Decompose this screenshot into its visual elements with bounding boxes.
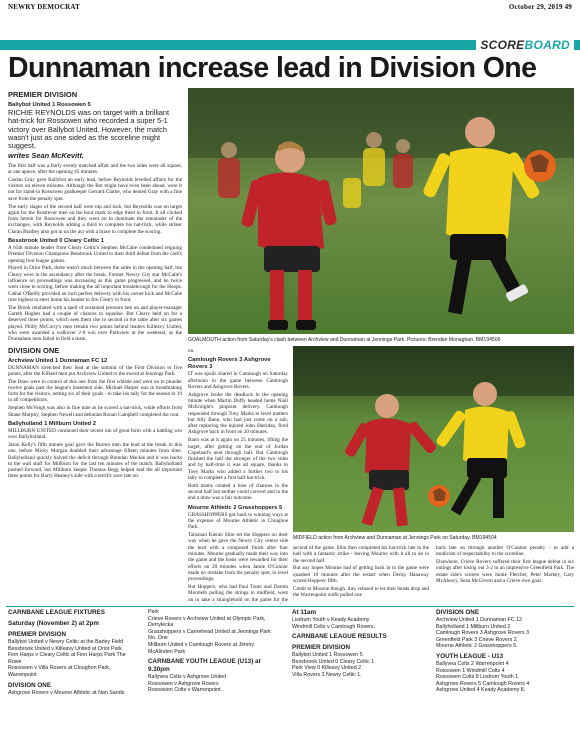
section-heading: PREMIER DIVISION xyxy=(8,90,78,99)
byline: writes Sean McKevitt. xyxy=(8,151,84,161)
fixtures-time: At 11am xyxy=(292,609,317,616)
result-line: Mourne Athletic 2 Grasshoppers 5. xyxy=(436,643,518,650)
column-1: PREMIER DIVISION Ballybot United 1 Rossowen 5 RICHIE REYNOLDS was on target with a brilliant hat-trick for Rossowen who recorded a super 5-1 victory over Ballybot United. However, the match wasn't just as one sided as the scoreline might suggest, writes Sean McKevitt. The first half was a fairly evenly matched affair and the two sides were all square, at one apiece, after the opening 45 minutes. Caolan Gray gave Ballybot an early lead, before Reynolds levelled affairs for the visitors on eleven minutes. Although the Bot might have even been ahead, were it not for stand-in Rossowen goalkeeper Gerrard Clarke, who denied Gray with a fine save from the penalty spot. The early stages of the second half were nip and tuck, but Reynolds was on target again for the Rostrevor men on the hour mark to edge them in front. It all clicked from herein for Rossowen and they went on to dominate the remainder of the exchanges, with Reynolds adding a third to complete his hat-trick, while striker Ciaran Bradley also got in on the act with a brace to complete the scoring. Bessbrook United 0 Cleary Celtic 1 A 65th minute header from Cleary Celtic's Stephen McCabe condemned reigning Premier Division Champions Bessbrook United to their third defeat from the club's opening four league games. Played in Orior Park, there wasn't much between the sides in the opening half, but Cleary were in the ascendancy after the break. Former Newry City star McCabe's influence on proceedings was increasing as this game progressed, and he twice went close to scoring, before making the all important breakthrough for the Hoops. Cathal O'Reilly provided an inch perfect delivery with his corner kick and McCabe rose highest to steer home his header to fire Cleary in front. The Brook retaliated with a spell of sustained pressure late on and player-manager Gareth Hughes had a couple of chances to equalise. But Cleary held on for a deserved three points, which sees them rise to second in the table after six games played. Philly McCorry's men remain two points behind leaders Killeavy United, who were awarded a walkover 2-0 win over Parkview at the weekend, as the Drumalane men failed to field a team. DIVISION ONE Archview United 1 Dunnaman FC 12 DUNNAMAN stretched their lead at the summit of the First Division to five points, after the Kilkeel men put Archview United to the sword at Jennings Park. The Dons were in control of this one from the first whistle and went on to plunder twelve goals past the league's basement side. Michael Harper was in breathtaking form for the visitors, netting six of their goals - to take his tally for the season to 19 in all competitions. Stephen McVeigh was also in fine tune as he scored a hat-trick, while efforts from Shane Murphy, Stephen Newell and debutant Ronan Campbell completed the rout. Ballyholland 1 Millburn United 2 MILLBURN UNITED continued their recent run of great form with a battling win over Ballyholland. Jason Kelly's fifth minute goal gave the Burren men the lead at the break in this one, before Micky Morgan doubled their advantage fifteen minutes from time. Ballyholland quickly halved the deficit through Brendan Mackle and it was backs to the wall stuff for Millburn for the last ten minutes of the match. Ballyholland pushed forward, but Millburn keeper Thomas Begg helped seal the all important three points for Barry Heaney's side with a terrific save late on. xyxy=(8,90,182,480)
column-4: back late on through another O'Connor penalty - to add a modicum of respectability to the scoreline. Elsewhere, Crieve Rovers suffered their first league defeat in six outings after losing out 3-2 to an impressive Greenfield Park. The estate side's scorers were Jamie Fletcher, Peter Markey, Gary McAleavy, Sean McGivern and a Crieve own goal. xyxy=(436,545,574,584)
fixture-line: Rossowen Colts v Warrenpoint. xyxy=(148,687,222,694)
fixtures-divider xyxy=(6,606,574,607)
photo-2-caption: MIDFIELD action from Archview and Dunnaman at Jennings Park on Saturday. BM194504 xyxy=(293,535,497,541)
match-title: Camlough Rovers 3 Ashgrove Rovers 3 xyxy=(188,357,271,371)
result-line: Park View 0 Killeavy United 2 xyxy=(292,665,362,672)
results-div1-heading: DIVISION ONE xyxy=(436,609,480,616)
photo-1-caption: GOALMOUTH action from Saturday's clash between Archview and Dunnaman at Jennings Park. Pictures: Brendan Monaghan. BM194505 xyxy=(188,337,501,343)
results-column xyxy=(436,609,574,735)
result-line: Rossowen 1 Windmill Colts 4 xyxy=(436,667,505,674)
fixtures-column-1 xyxy=(8,609,140,735)
fixtures-title: CARNBANE LEAGUE FIXTURES xyxy=(8,609,105,616)
fixtures-date: Saturday (November 2) at 2pm xyxy=(8,620,99,627)
results-prem-heading: PREMIER DIVISION xyxy=(292,644,351,652)
scoreboard-logo: SCOREBOARD xyxy=(480,38,570,52)
goalmouth-action-photo xyxy=(188,88,574,334)
fixture-line: Crieve Rovers v Archview United at Olympic Park, Derrylecka xyxy=(148,615,266,629)
photo-2-illustration xyxy=(293,346,574,532)
fixture-line: Ashgrove Rovers v Mourne Athletic at Nan Sands xyxy=(8,689,125,696)
date-page: October 29, 2019 49 xyxy=(508,3,572,11)
youth-results-heading: YOUTH LEAGUE - U13 xyxy=(436,652,504,660)
section-label xyxy=(476,38,574,52)
lede: RICHIE REYNOLDS was on target with a brilliant hat-trick for Rossowen who recorded a super 5-1 victory over Ballybot United. However, the match wasn't just as one sided as the scoreline might suggest, xyxy=(8,108,170,151)
fixture-line: Rossowen v Ashgrove Rovers xyxy=(148,680,219,687)
fixture-line: Finn Harps v Cleary Celtic at Finn Harps Park The Rowe xyxy=(8,652,126,665)
u13-fixtures-title: CARNBANE YOUTH LEAGUE (U13) at 9.30pm xyxy=(148,658,261,674)
result-line: Ballyholland 1 Millburn United 2 xyxy=(436,623,511,630)
results-title: CARNBANE LEAGUE RESULTS xyxy=(292,633,387,641)
fixture-line: Rossowen v Villa Rovers at Cloughon Park, Warrenpoint xyxy=(8,665,111,678)
masthead xyxy=(8,3,572,13)
result-line: Villa Rovers 3 Newry Celtic 1. xyxy=(292,671,362,678)
paper-name: NEWRY DEMOCRAT xyxy=(8,3,80,11)
result-line: Ashgrove Rovers 5 Camlough Rovers 4 xyxy=(436,680,530,687)
fixtures-column-3 xyxy=(292,609,424,735)
photo-1-illustration xyxy=(188,88,574,334)
match-title: Ballybot United 1 Rossowen 5 xyxy=(8,102,91,108)
match-title: Ballyholland 1 Millburn United 2 xyxy=(8,420,96,427)
match-title: Archview United 1 Dunnaman FC 12 xyxy=(8,357,108,364)
fixtures-div1-heading: DIVISION ONE xyxy=(8,681,52,689)
result-line: Ballyvea Colts 2 Warrenpoint 4 xyxy=(436,660,509,667)
result-line: Rossowen Colts 8 Lisdrum Youth 1 xyxy=(436,674,519,681)
fixture-line: Ballyvea Colts v Ashgrove United xyxy=(148,674,227,681)
section-heading: DIVISION ONE xyxy=(8,345,60,355)
fixture-line: Grasshoppers v Carnehead United at Jennings Park No. One xyxy=(148,628,271,642)
fixture-line: Bessbrook United v Killeavy United at Orior Park xyxy=(8,645,122,652)
column-3: second of the game. Slim then completed his hat-trick late in the half with a fantastic strike - leaving Mourne with it all to do in the second half. But any hopes Mourne had of getting back in to the game were quashed 10 minutes after the restart when Decky Hanaway scored Hoppers' fifth. Credit to Mourne though, they refused to let their heads drop and the Warrenpoint outfit pulled one xyxy=(293,545,429,599)
fixtures-prem-heading: PREMIER DIVISION xyxy=(8,631,67,638)
fixture-line: Ballybot United v Newry Celtic at the Barley Field xyxy=(8,639,124,645)
result-line: Ballybot United 1 Rossowen 5 xyxy=(292,652,363,659)
fixture-line: Lisdrum Youth v Keady Academy xyxy=(292,617,370,623)
result-line: Bessbrook United 0 Cleary Celtic 1 xyxy=(292,658,375,665)
fixtures-column-2 xyxy=(148,609,280,735)
match-title: Bessbrook United 0 Cleary Celtic 1 xyxy=(8,238,105,245)
fixture-line: Windmill Colts v Camlough Rovers. xyxy=(292,623,376,630)
result-line: Greenfield Park 3 Crieve Rovers 2 xyxy=(436,636,517,643)
match-title: Mourne Athletic 2 Grasshoppers 5 xyxy=(188,504,283,511)
result-line: Ashgrove United 4 Keady Academy 8. xyxy=(436,687,526,694)
headline: Dunnaman increase lead in Division One xyxy=(8,52,537,84)
fixture-line: Park xyxy=(148,609,159,615)
result-line: Camlough Rovers 3 Ashgrove Rovers 3 xyxy=(436,630,530,637)
column-2: on. Camlough Rovers 3 Ashgrove Rovers 3 IT was spoils shared in Camlough on Saturday afternoon in the game between Camlough Rovers and Ashgrove Rovers. Ashgrove broke the deadlock in the opening minute when Martin Duffy headed home Niall McEnright's pinpoint delivery. Camlough responded through Tony Marks to level matters but Ally Bann, who had just come on a sub, after replacing the injured John Sheridan, fired Ashgrove back in front on 20 minutes. Bann was at it again on 25 minutes, lifting the target, after getting on the end of Jordan Copeland's neat through ball. But Camlough finished the half the stronger of the two sides and by half-time it was all square, thanks to Toey Marks who added a further two to his tally to complete a first half hat-trick. Both teams created a host of chances in the second half but neither could convert and in the end a draw was a fair outcome. Mourne Athletic 2 Grasshoppers 5 GRASSHOPPERS got back to winning ways at the expense of Mourne Athletic in Cloughoe Park. Talisman Kieran Slim set the Hoppers on their way when he gave the Newry City centre side the lead with a composed finish after four minutes. Mourne gradually made their way into the game and the hosts were rewarded for their efforts on 20 minutes when Jamie O'Connor made no mistake from the penalty spot, to level proceedings. But Hoppers, who had Paul Toner and Darren Montieth pulling the strings in midfield, went on to take a stranglehold on the game for the xyxy=(188,348,288,603)
fixture-line: Millburn United v Camlough Rovers at Jimmy McAlinden Park xyxy=(148,641,254,655)
result-line: Archview United 1 Dunnaman FC 12 xyxy=(436,617,522,623)
midfield-action-photo xyxy=(293,346,574,532)
